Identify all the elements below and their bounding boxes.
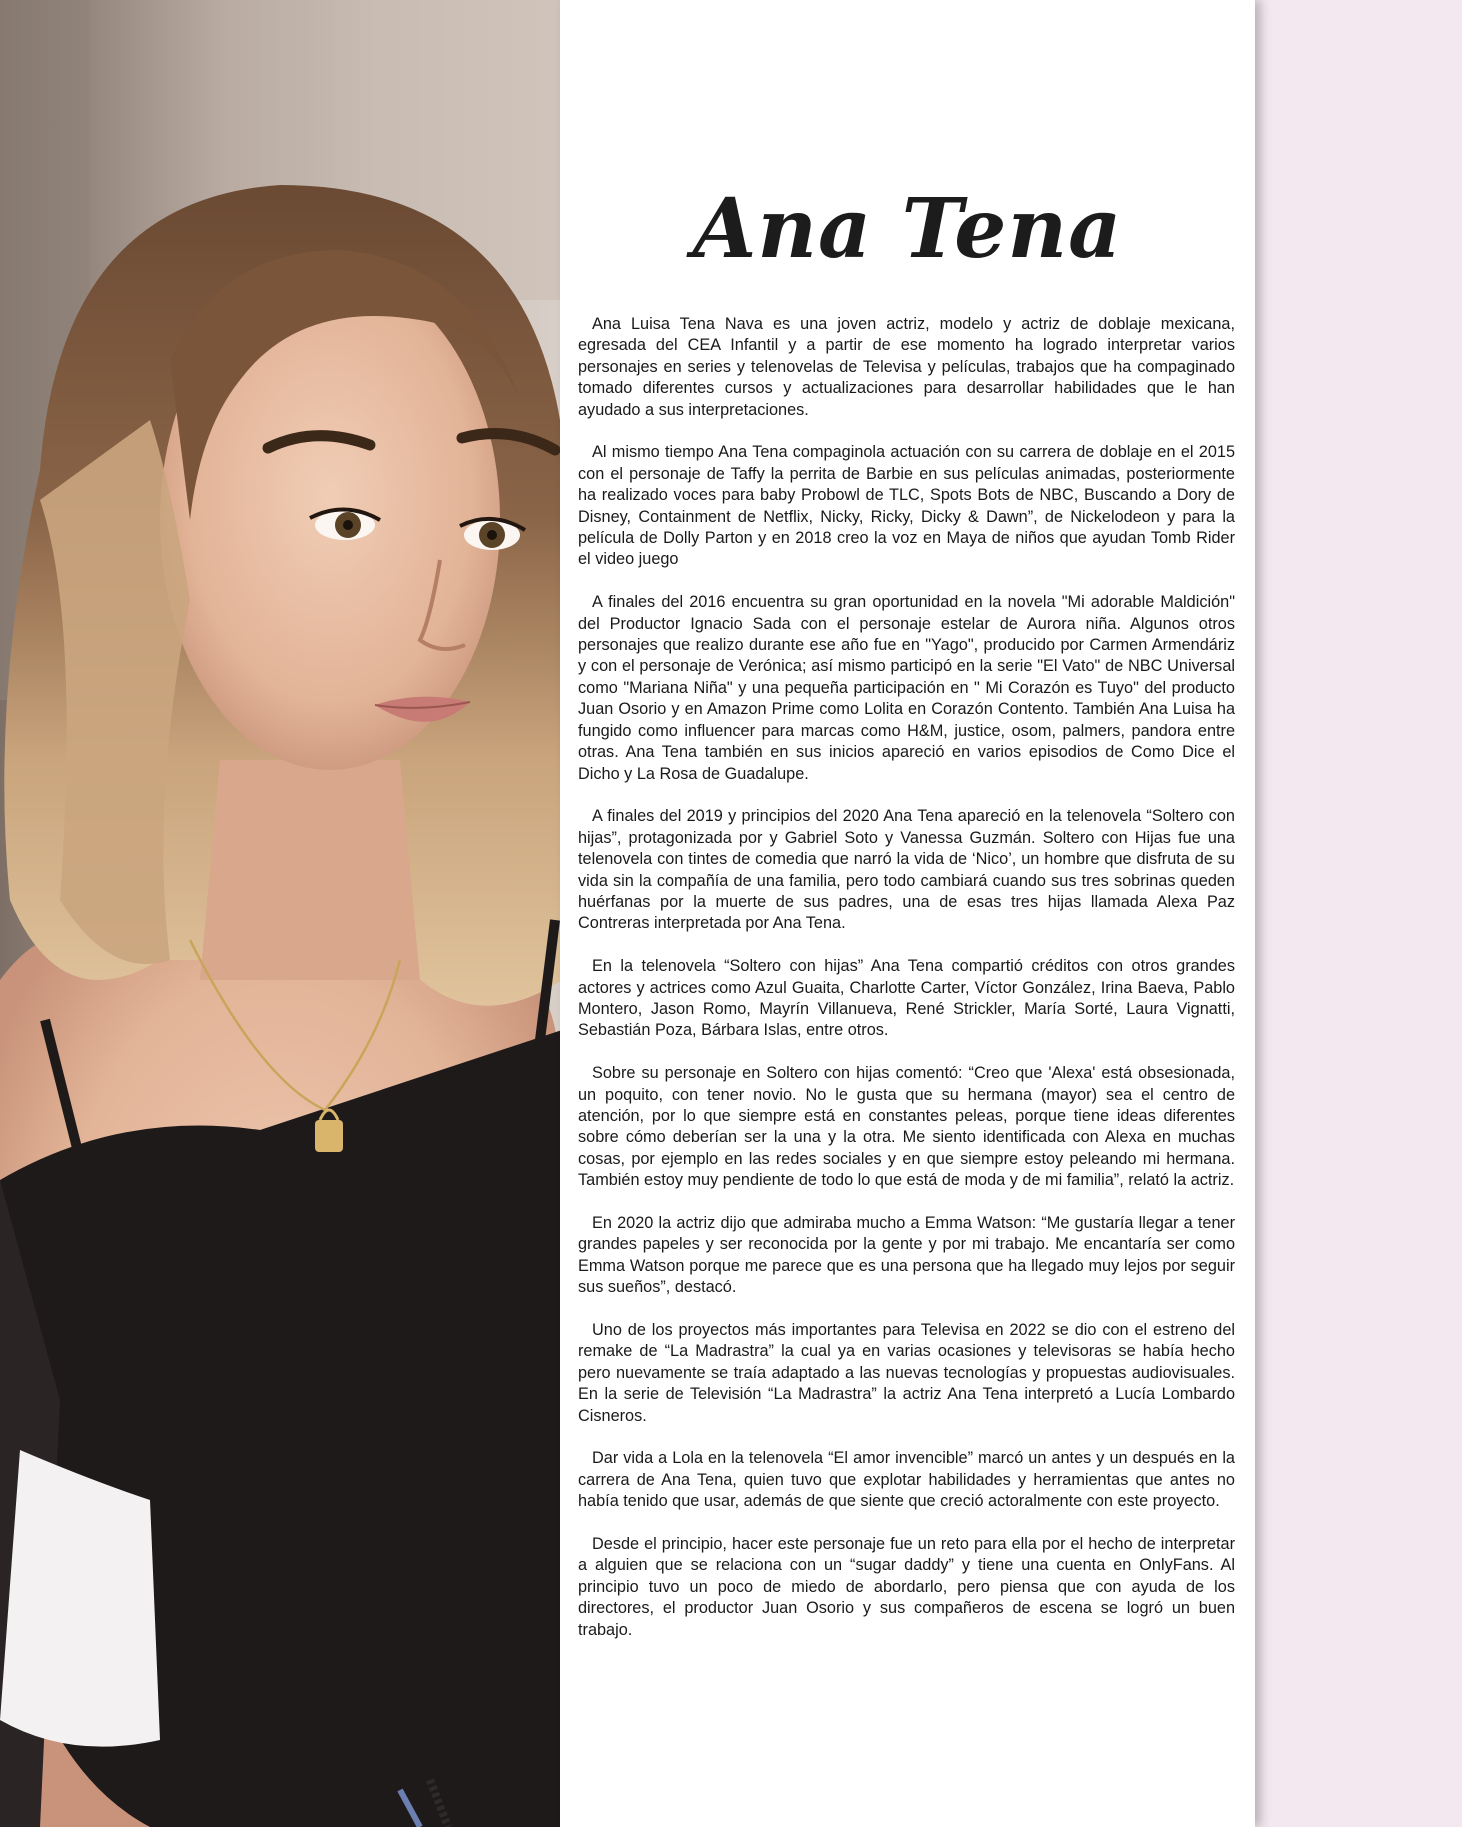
article-paragraph: Desde el principio, hacer este personaje fue un reto para ella por el hecho de interpretar a alguien que se relaciona con un “sugar daddy” y tiene una cuenta en OnlyFans. Al principio tuvo un poco de miedo de abordarlo, pero piensa que con ayuda de los directores, el productor Juan Osorio y sus compañeros de escena se logró un buen trabajo. xyxy=(578,1535,1235,1639)
article-body xyxy=(578,314,1235,1662)
page-background-strip xyxy=(1262,0,1462,1827)
article-paragraph: A finales del 2019 y principios del 2020 Ana Tena apareció en la telenovela “Soltero con hijas”, protagonizada por y Gabriel Soto y Vanessa Guzmán. Soltero con Hijas fue una telenovela con tintes de comedia que narró la vida de ‘Nico’, un hombre que disfruta de su vida sin la compañía de una familia, pero todo cambiará cuando sus tres sobrinas queden huérfanas por la muerte de sus padres, una de esas tres hijas llamada Alexa Paz Contreras interpretada por Ana Tena. xyxy=(578,807,1235,933)
portrait-photo xyxy=(0,0,562,1827)
portrait-illustration xyxy=(0,0,562,1827)
article-paragraph: A finales del 2016 encuentra su gran oportunidad en la novela "Mi adorable Maldición" del Productor Ignacio Sada con el personaje estelar de Aurora niña. Algunos otros personajes que realizo durante ese año fue en "Yago", producido por Carmen Armendáriz y con el personaje de Verónica; así mismo participó en la serie "El Vato" de NBC Universal como "Mariana Niña" y una pequeña participación en " Mi Corazón es Tuyo" del producto Juan Osorio y en Amazon Prime como Lolita en Corazón Contento. También Ana Luisa ha fungido como influencer para marcas como H&M, justice, osom, palmers, pandora entre otras. Ana Tena también en sus inicios apareció en varios episodios de Como Dice el Dicho y La Rosa de Guadalupe. xyxy=(578,593,1235,783)
article-paragraph: En la telenovela “Soltero con hijas” Ana Tena compartió créditos con otros grandes actores y actrices como Azul Guaita, Charlotte Carter, Víctor González, Irina Baeva, Pablo Montero, Jason Romo, Mayrín Villanueva, René Strickler, María Sorté, Laura Vignatti, Sebastián Poza, Bárbara Islas, entre otros. xyxy=(578,957,1235,1040)
article-paragraph: Sobre su personaje en Soltero con hijas comentó: “Creo que 'Alexa' está obsesionada, un poquito, con tener novio. No le gusta que su hermana (mayor) sea el centro de atención, por lo que siempre está en constantes peleas, porque tiene ideas diferentes sobre cómo deberían ser la una y la otra. Me siento identificada con Alexa en muchas cosas, por ejemplo en las redes sociales y en que siempre estoy peleando mi hermana. También estoy muy pendiente de todo lo que está de moda y de mi familia”, relató la actriz. xyxy=(578,1064,1235,1190)
article-title: Ana Tena xyxy=(692,181,1123,277)
article-paragraph: En 2020 la actriz dijo que admiraba mucho a Emma Watson: “Me gustaría llegar a tener grandes papeles y ser reconocida por la gente y por mi trabajo. Me encantaría ser como Emma Watson porque me parece que es una persona que ha llegado muy lejos por seguir sus sueños”, destacó. xyxy=(578,1213,1235,1297)
article-paragraph: Uno de los proyectos más importantes para Televisa en 2022 se dio con el estreno del remake de “La Madrastra” la cual ya en varias ocasiones y televisoras se había hecho pero nuevamente se traía adaptado a las nuevas tecnologías y propuestas audiovisuales. En la serie de Televisión “La Madrastra” la actriz Ana Tena interpretó a Lucía Lombardo Cisneros. xyxy=(578,1320,1235,1425)
article-paragraph: Ana Luisa Tena Nava es una joven actriz, modelo y actriz de doblaje mexicana, egresada del CEA Infantil y a partir de ese momento ha logrado interpretar varios personajes en series y telenovelas de Televisa y películas, trabajos que ha compaginado tomado diferentes cursos y actualizaciones para desarrollar habilidades que le han ayudado a sus interpretaciones. xyxy=(578,315,1235,419)
article-panel xyxy=(560,0,1255,1827)
article-paragraph: Dar vida a Lola en la telenovela “El amor invencible” marcó un antes y un después en la carrera de Ana Tena, quien tuvo que explotar habilidades y herramientas que antes no había tenido que usar, además de que siente que creció actoralmente con este proyecto. xyxy=(578,1449,1235,1511)
article-paragraph: Al mismo tiempo Ana Tena compaginola actuación con su carrera de doblaje en el 2015 con el personaje de Taffy la perrita de Barbie en sus películas animadas, posteriormente ha realizado voces para baby Probowl de TLC, Spots Bots de NBC, Buscando a Dory de Disney, Containment de Netflix, Nicky, Ricky, Dicky & Dawn”, de Nickelodeon y para la película de Dolly Parton y en 2018 creo la voz en Maya de niños que ayudan Tomb Rider el video juego xyxy=(578,443,1235,569)
